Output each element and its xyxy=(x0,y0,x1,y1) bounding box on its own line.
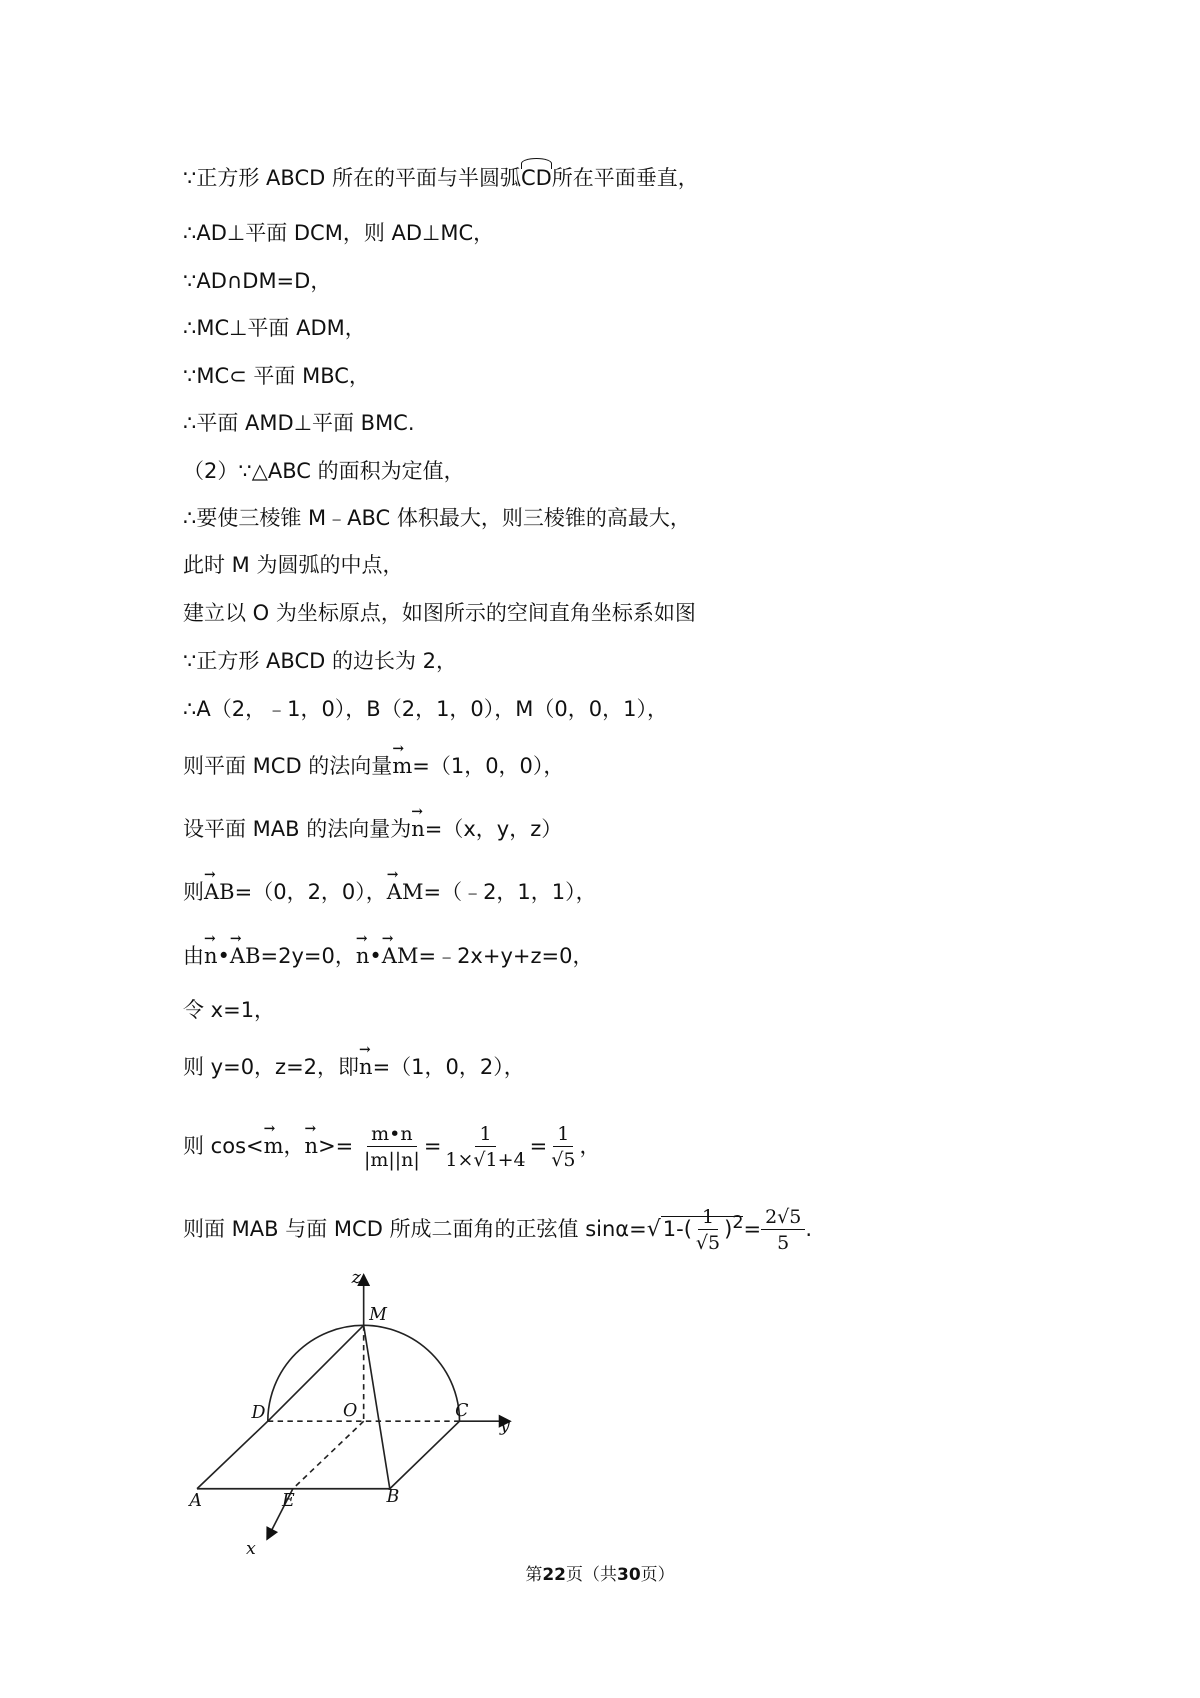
segment-oe xyxy=(293,1421,364,1489)
text: ∵正方形 ABCD 所在的平面与半圆弧 xyxy=(183,166,521,190)
label-y: y xyxy=(499,1416,510,1437)
page-footer xyxy=(0,1560,1200,1585)
text: 则平面 MCD 的法向量 xyxy=(183,754,393,778)
segment-bc xyxy=(390,1421,460,1489)
text: 则面 MAB 与面 MCD 所成二面角的正弦值 sinα= xyxy=(183,1217,647,1241)
radicand xyxy=(661,1205,744,1254)
text: ， xyxy=(283,1134,305,1158)
fraction xyxy=(360,1122,424,1173)
text-line: 此时 M 为圆弧的中点， xyxy=(183,553,404,577)
text: =（1，0，0）， xyxy=(412,754,565,778)
text: 第 xyxy=(525,1565,543,1585)
text: 则 xyxy=(183,880,204,904)
vector-am: → AM xyxy=(382,942,419,970)
text: =2y=0， xyxy=(260,944,356,968)
text: . xyxy=(805,1217,813,1241)
numerator: 1 xyxy=(475,1122,495,1147)
denominator: 5 xyxy=(777,1231,790,1254)
text-line xyxy=(183,815,562,843)
text: ， xyxy=(579,1134,601,1158)
label-c: C xyxy=(455,1400,469,1421)
denominator: |m||n| xyxy=(363,1148,420,1171)
fraction xyxy=(761,1205,805,1256)
text: =（1，0，2）， xyxy=(372,1055,525,1079)
denominator: 1×√1+4 xyxy=(445,1148,526,1171)
text-line: 令 x=1， xyxy=(183,998,276,1022)
fraction xyxy=(441,1122,529,1173)
vector-n: → n xyxy=(356,942,370,970)
text-line: ∵MC⊂ 平面 MBC， xyxy=(183,364,370,388)
text: 则 y=0，z=2，即 xyxy=(183,1055,360,1079)
numerator: 1 xyxy=(698,1205,718,1230)
sin-formula-line xyxy=(183,1195,812,1258)
denominator: √5 xyxy=(551,1148,576,1171)
fraction xyxy=(547,1122,579,1173)
geometry-diagram xyxy=(175,1260,524,1565)
text: = xyxy=(743,1217,762,1241)
text-line: （2）∵△ABC 的面积为定值， xyxy=(183,459,465,483)
vector-n: → n xyxy=(305,1120,319,1172)
vector-n: → n xyxy=(411,815,425,843)
cos-formula-line xyxy=(183,1120,600,1173)
text: 页） xyxy=(640,1565,675,1585)
arc-cd: CD xyxy=(520,166,552,190)
segment-ad xyxy=(197,1421,268,1489)
text: 所在平面垂直， xyxy=(551,166,699,190)
text: =（﹣2，1，1）， xyxy=(423,880,597,904)
text: ) xyxy=(724,1217,733,1241)
label-z: z xyxy=(351,1267,361,1288)
fraction xyxy=(692,1205,724,1256)
text: 1-( xyxy=(662,1217,692,1241)
vector-am: → AM xyxy=(387,878,424,906)
text-line: ∴MC⊥平面 ADM， xyxy=(183,316,366,340)
text: 由 xyxy=(183,944,204,968)
text-line: ∵AD∩DM=D， xyxy=(183,269,332,293)
numerator: m•n xyxy=(367,1122,416,1147)
text-line: ∴平面 AMD⊥平面 BMC. xyxy=(183,411,415,435)
text-line: ∴AD⊥平面 DCM，则 AD⊥MC， xyxy=(183,221,495,245)
label-e: E xyxy=(281,1491,295,1512)
vector-m: → m xyxy=(264,1120,284,1172)
page-number: 22 xyxy=(542,1565,566,1585)
text: >= xyxy=(318,1134,354,1158)
text-line: ∴要使三棱锥 M﹣ABC 体积最大，则三棱锥的高最大， xyxy=(183,506,691,530)
numerator: 1 xyxy=(553,1122,573,1147)
exponent: 2 xyxy=(732,1213,744,1233)
text: =﹣2x+y+z=0， xyxy=(418,944,594,968)
text-line: 建立以 O 为坐标原点，如图所示的空间直角坐标系如图 xyxy=(183,601,696,625)
text: 则 cos< xyxy=(183,1134,264,1158)
denominator: √5 xyxy=(695,1231,721,1254)
dot: • xyxy=(217,944,230,968)
label-d: D xyxy=(251,1402,266,1423)
text: =（x，y，z） xyxy=(424,817,563,841)
dot: • xyxy=(369,944,382,968)
text: = xyxy=(529,1134,548,1158)
text-line: ∵正方形 ABCD 的边长为 2， xyxy=(183,649,457,673)
radical-sign: √ xyxy=(646,1217,661,1242)
text-line xyxy=(183,1053,525,1081)
text: 页（共 xyxy=(566,1565,617,1585)
vector-m: → m xyxy=(392,752,412,780)
text-line: ∴A（2，﹣1，0），B（2，1，0），M（0，0，1）， xyxy=(183,697,668,721)
text-line xyxy=(183,942,593,970)
vector-ab: → AB xyxy=(204,878,235,906)
text-line xyxy=(183,752,564,780)
label-o: O xyxy=(342,1400,358,1421)
total-pages: 30 xyxy=(617,1565,641,1585)
text-line xyxy=(183,164,699,192)
numerator: 2√5 xyxy=(761,1205,805,1230)
label-m: M xyxy=(369,1304,387,1325)
segment-mb xyxy=(364,1325,390,1488)
vector-n: → n xyxy=(359,1053,373,1081)
text: = xyxy=(423,1134,442,1158)
label-x: x xyxy=(246,1539,256,1560)
text-line xyxy=(183,878,597,906)
label-b: B xyxy=(386,1486,400,1507)
text: 设平面 MAB 的法向量为 xyxy=(183,817,412,841)
vector-ab: → AB xyxy=(230,942,261,970)
text: =（0，2，0）， xyxy=(234,880,387,904)
label-a: A xyxy=(189,1491,202,1512)
vector-n: → n xyxy=(204,942,218,970)
